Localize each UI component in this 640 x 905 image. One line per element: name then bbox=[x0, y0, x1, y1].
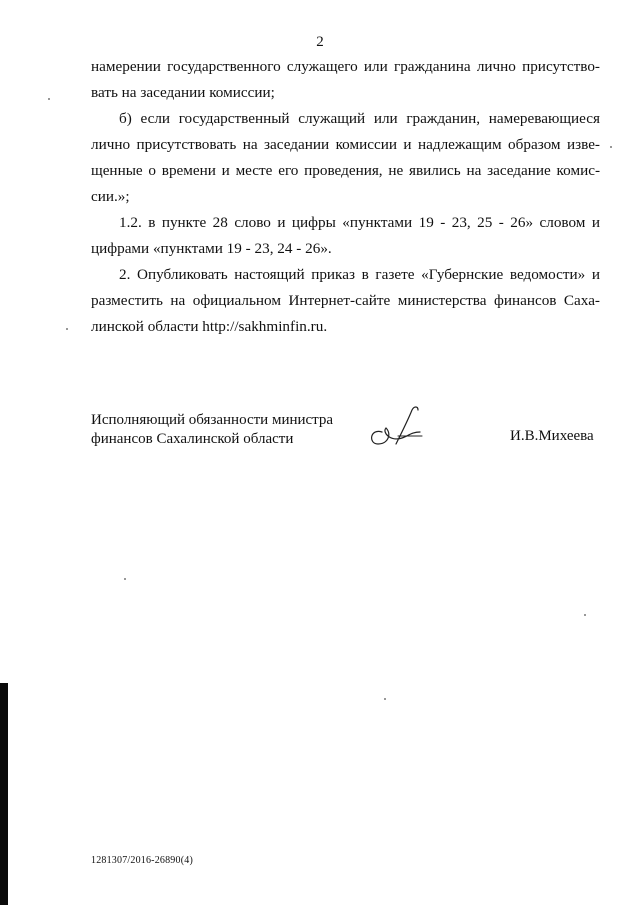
paragraph-continuation: намерении государственного служащего или гражданина лично присутство-вать на заседании комиссии; bbox=[91, 58, 600, 101]
signer-position bbox=[91, 411, 333, 449]
page-number: 2 bbox=[316, 34, 324, 50]
scan-speck bbox=[66, 328, 68, 330]
paragraph-item-2: 2. Опубликовать настоящий приказ в газете «Губернские ведомости» и разместить на официальном Интернет-сайте министерства финансов Саха-линской области http://sakhminfin.ru. bbox=[91, 266, 600, 335]
scan-speck bbox=[610, 146, 612, 148]
handwritten-signature bbox=[362, 402, 432, 452]
document-id: 1281307/2016-26890(4) bbox=[91, 855, 193, 866]
scan-speck bbox=[48, 98, 50, 100]
scan-speck bbox=[124, 578, 126, 580]
signer-name: И.В.Михеева bbox=[510, 428, 594, 444]
scan-speck bbox=[584, 614, 586, 616]
scan-edge-shadow bbox=[0, 683, 8, 905]
paragraph-subitem-b: б) если государственный служащий или гражданин, намеревающиеся лично присутствовать на заседании комиссии и надлежащим образом изве-щенные о времени и месте его проведения, не явились на заседание комис-сии.»; bbox=[91, 110, 600, 205]
document-body bbox=[91, 54, 600, 340]
signer-position-line2: финансов Сахалинской области bbox=[91, 431, 294, 447]
signer-position-line1: Исполняющий обязанности министра bbox=[91, 412, 334, 428]
scan-speck bbox=[384, 698, 386, 700]
paragraph-item-1-2: 1.2. в пункте 28 слово и цифры «пунктами 19 - 23, 25 - 26» словом и цифрами «пунктами 19 - 23, 24 - 26». bbox=[91, 214, 600, 257]
